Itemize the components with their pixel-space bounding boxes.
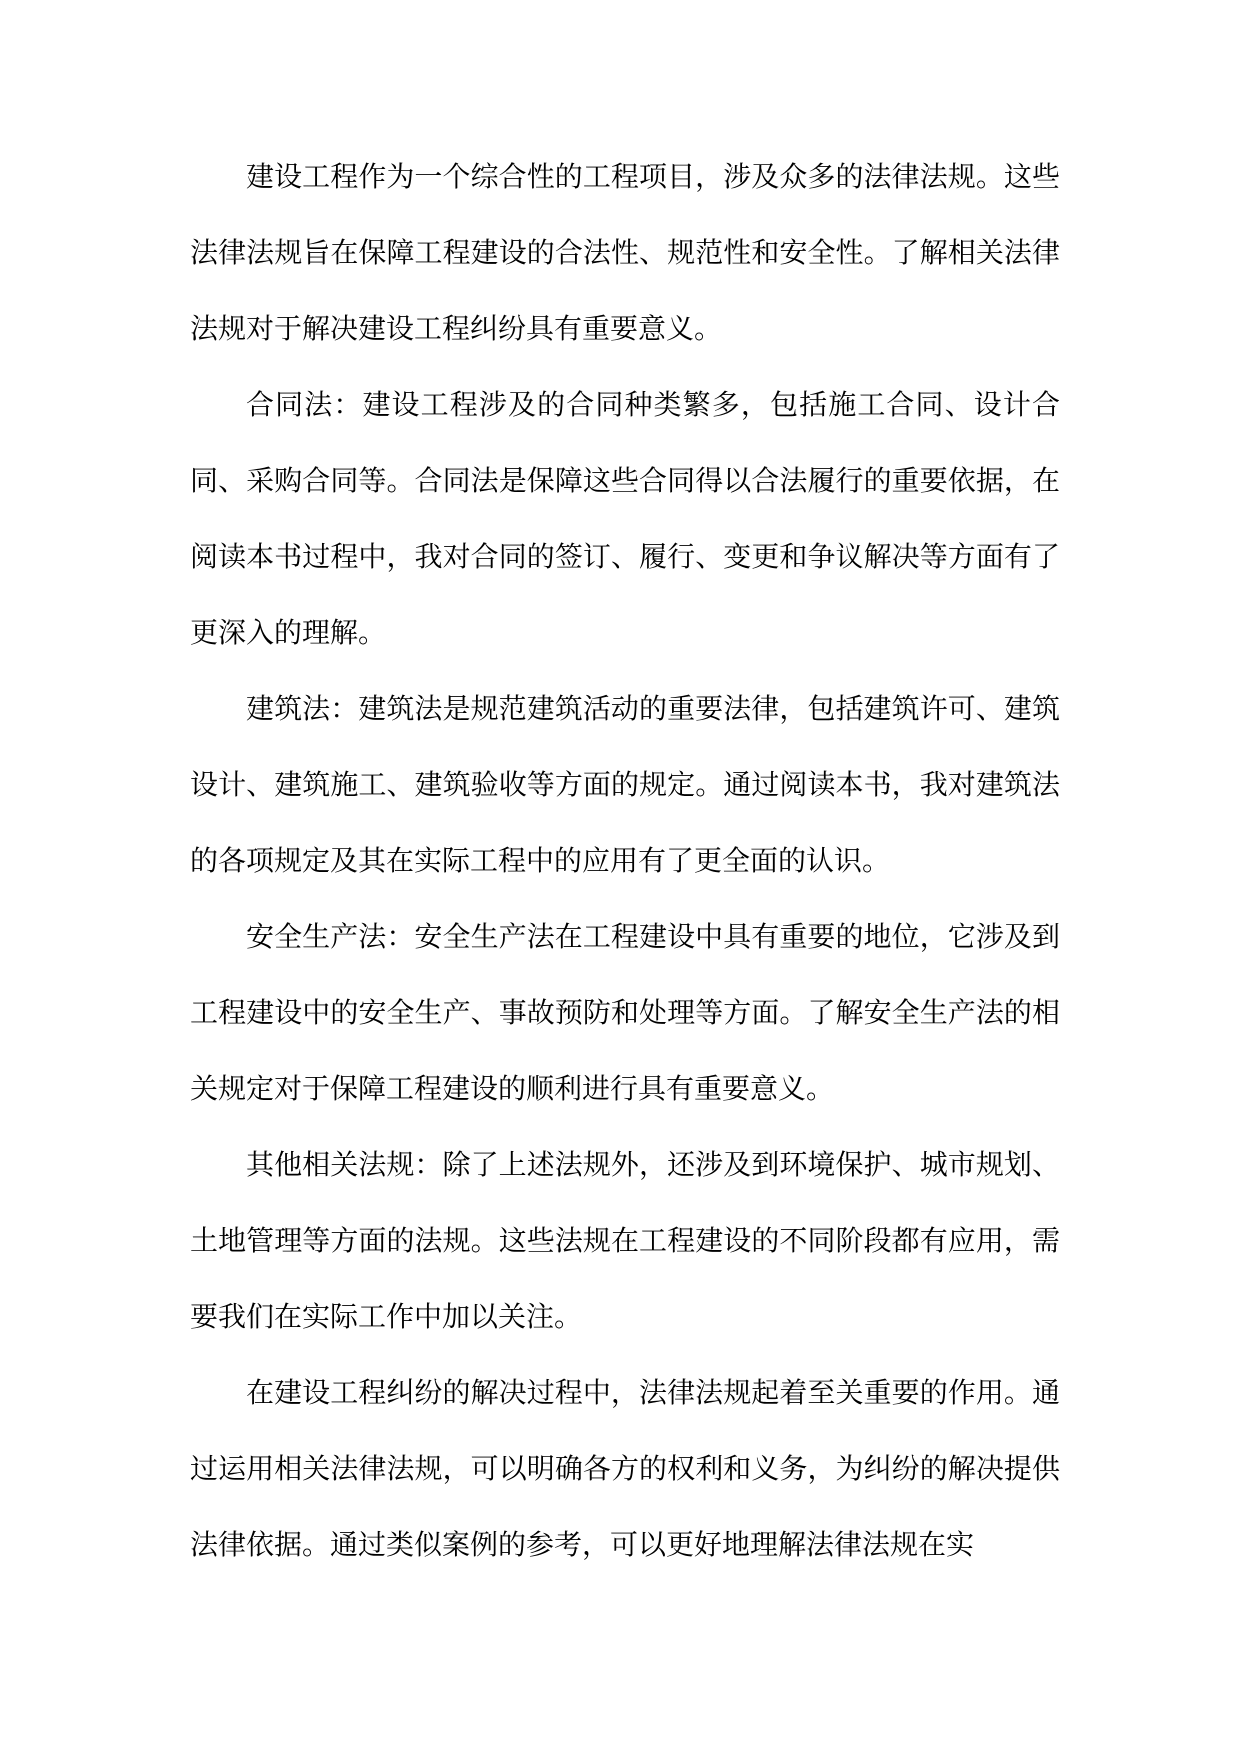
paragraph-construction-law: 建筑法：建筑法是规范建筑活动的重要法律，包括建筑许可、建筑设计、建筑施工、建筑验收等方面的规定。通过阅读本书，我对建筑法的各项规定及其在实际工程中的应用有了更全面的认识。 xyxy=(190,692,1060,877)
paragraph-work-safety-law: 安全生产法：安全生产法在工程建设中具有重要的地位，它涉及到工程建设中的安全生产、事故预防和处理等方面。了解安全生产法的相关规定对于保障工程建设的顺利进行具有重要意义。 xyxy=(190,920,1060,1105)
paragraph-other-regulations: 其他相关法规：除了上述法规外，还涉及到环境保护、城市规划、土地管理等方面的法规。这些法规在工程建设的不同阶段都有应用，需要我们在实际工作中加以关注。 xyxy=(190,1148,1060,1333)
document-body xyxy=(190,139,1060,1583)
paragraph-dispute-resolution: 在建设工程纠纷的解决过程中，法律法规起着至关重要的作用。通过运用相关法律法规，可以明确各方的权利和义务，为纠纷的解决提供法律依据。通过类似案例的参考，可以更好地理解法律法规在实 xyxy=(190,1376,1060,1561)
paragraph-contract-law: 合同法：建设工程涉及的合同种类繁多，包括施工合同、设计合同、采购合同等。合同法是保障这些合同得以合法履行的重要依据，在阅读本书过程中，我对合同的签订、履行、变更和争议解决等方面有了更深入的理解。 xyxy=(190,388,1060,649)
paragraph-intro: 建设工程作为一个综合性的工程项目，涉及众多的法律法规。这些法律法规旨在保障工程建设的合法性、规范性和安全性。了解相关法律法规对于解决建设工程纠纷具有重要意义。 xyxy=(190,160,1060,345)
